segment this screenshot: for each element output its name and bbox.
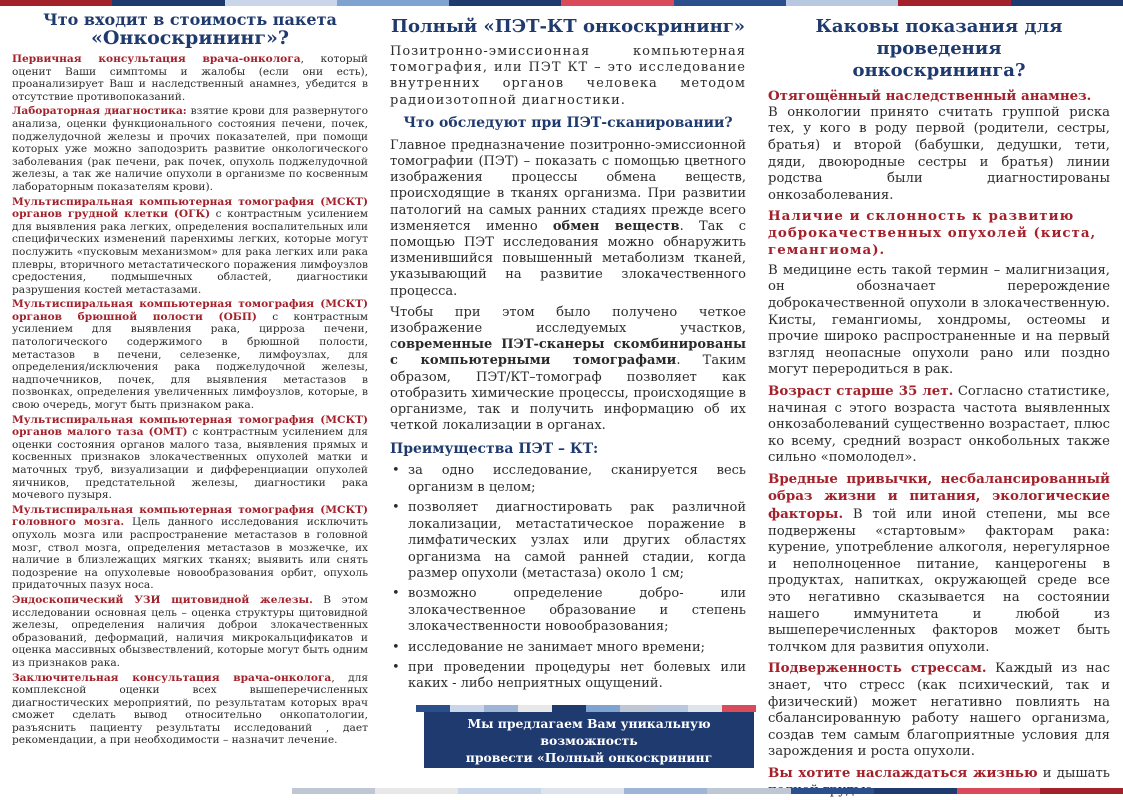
pet-purpose-paragraph (390, 138, 746, 300)
block-thyroid (12, 594, 368, 670)
habits-paragraph (768, 471, 1110, 657)
package-contents-title (12, 11, 368, 49)
list-item: • при проведении процедуры нет болевых или каких - либо неприятных ощущений. (390, 660, 746, 693)
pet-ct-column (390, 8, 746, 697)
block-text: с контрастным усилением для выявления рака легких, определения воспалительных или специфических изменений паренхимы легких, которые могут послужить «пусковым механизмом» для рака легких или рака плевры, вторичного метастатического поражения лимфоузлов средостения, подмышечных областей, диагностики разрушения костей метастазами. (12, 208, 368, 296)
list-item: • позволяет диагностировать рак различной локализации, метастатическое поражение в лимфатических узлах или других областях организма на самой ранней стадии, когда размер опухоли (метастаза) около 1 см; (390, 500, 746, 582)
block-lab (12, 105, 368, 193)
benign-tumors-text: В медицине есть такой термин – малигнизация, он обозначает перерождение доброкачественной опухоли в злокачественную. Кисты, гемангиомы, хондромы, остеомы и прочие широко распространенные и на первый взгляд неопасные опухоли рано или поздно могут переродиться в рак. (768, 262, 1110, 378)
list-item: • за одно исследование, сканируется весь организм в целом; (390, 463, 746, 496)
block-mskt-ogk (12, 196, 368, 297)
list-item: • исследование не занимает много времени; (390, 640, 746, 656)
block-head: Эндоскопический УЗИ щитовидной железы. (12, 593, 313, 606)
block-head: Лабораторная диагностика: (12, 105, 187, 118)
block-text: , для комплексной оценки всех вышеперечисленных диагностических мероприятий, по результатам которых врач сможет сделать вывод относительно онкопатологии, разъяснить пациенту результаты исследований , дает рекомендации, а при необходимости – назначит лечение. (12, 671, 369, 747)
text: Главное предназначение позитронно-эмиссионной томографии (ПЭТ) – показать с помощью цветного изображения процессы обмена веществ, происходящие в тканях организма. При развитии патологий на самых ранних стадиях прежде всего изменяется именно (390, 137, 746, 234)
block-text: взятие крови для развернутого анализа, оценки функционального состояния печени, почек, поджелудочной железы и прочих показателей, при помощи которых уже можно заподозрить развитие онкологического заболевания (рак печени, рак почек, опухоль поджелудочной железы, а так же наличие опухоли в организме по косвенным лабораторным показателям крови). (12, 105, 368, 193)
age-paragraph (768, 383, 1110, 467)
pet-ct-combination-paragraph (390, 305, 746, 435)
block-text: В этом исследовании основная цель – оценка структуры щитовидной железы, определения наличия доброи злокачественных образований, деформаций, наличия микрокальцификатов и оценка массивных обызвествлений, которые могут быть одним из признаков рака. (12, 593, 369, 669)
heredity-heading: Отягощённый наследственный анамнез. (768, 88, 1092, 104)
advantages-heading: Преимущества ПЭТ – КТ: (390, 441, 599, 458)
text: . Так с помощью ПЭТ исследования можно обнаружить изменившийся повышенный метаболизм тканей, указывающий на развитие злокачественного процесса. (390, 218, 747, 299)
title-line-2: «Онкоскрининг»? (91, 27, 289, 49)
block-head: Заключительная консультация врача-онколога (12, 671, 332, 684)
title-line-1: Каковы показания для проведения (815, 16, 1063, 59)
package-contents-column (12, 8, 368, 747)
block-head: Мультиспиральная компьютерная томография (МСКТ) органов грудной клетки (ОГК) (12, 195, 368, 221)
block-mskt-obp (12, 298, 368, 411)
advantages-list (390, 463, 746, 692)
offer-line-1: Мы предлагаем Вам уникальную возможность (467, 716, 711, 748)
indications-column (768, 8, 1110, 799)
age-text: Согласно статистике, начиная с этого возраста частота выявленных онкозаболеваний существенно возрастает, плюс ко всему, средний возраст онкобольных также сильно «помолодел». (768, 383, 1110, 466)
title-line-2: онкоскрининга? (852, 60, 1026, 81)
benign-tumors-heading: Наличие и склонность к развитию доброкачественных опухолей (киста, гемангиома). (768, 208, 1097, 258)
pet-ct-intro: Позитронно-эмиссионная компьютерная томография, или ПЭТ КТ – это исследование внутренних органов человека методом радиоизотопной диагностики. (390, 44, 746, 108)
stress-text: Каждый из нас знает, что стресс (как психический, так и физический) может негативно повлиять на сбалансированную работу нашего организма, создав тем самым благоприятные условия для зарождения и роста опухоли. (768, 661, 1111, 760)
block-head: Мультиспиральная компьютерная томография (МСКТ) головного мозга. (12, 503, 368, 529)
block-text: с контрастным усилением для выявления рака, цирроза печени, патологического содержимого в брюшной полости, метастазов в печени, селезенке, лимфоузлах, для определения/исключения рака поджелудочной железы, надпочечников, почек, для выявления метастазов в позвонках, определения увеличенных лимфоузлов, которые, в свою очередь, могут быть признаком рака. (12, 310, 368, 412)
stress-paragraph (768, 660, 1110, 761)
heredity-text: В онкологии принято считать группой риска тех, у кого в роду первой (родители, сестры, братья) и второй (бабушки, дедушки, тети, дяди, двоюродные сестры и братья) линии родства были диагностированы онкозаболевания. (768, 104, 1110, 203)
pet-ct-title: Полный «ПЭТ-КТ онкоскрининг» (390, 16, 746, 37)
habits-text: В той или иной степени, мы все подвержены «стартовым» факторам рака: курение, употребление алкоголя, нерегулярное и неполноценное питание, канцерогены в продуктах, напитках, окружающей среде все это негативно сказывается на состоянии нашего иммунитета и любой из вышеперечисленных факторов может быть толчком для развития опухоли. (768, 507, 1110, 655)
metabolism-bold: обмен веществ (552, 218, 680, 234)
block-text: с контрастным усилением для оценки состояния органов малого таза, выявления прямых и косвенных признаков злокачественных опухолей матки и маточных труб, визуализации и дифференциации опухолей яичников, предстательной железы, диагностики рака мочевого пузыря. (12, 426, 368, 502)
bottom-color-stripe (292, 788, 1123, 794)
block-head: Первичная консультация врача-онколога (12, 53, 301, 65)
scanners-bold: овременные ПЭТ-сканеры скомбинированы с компьютерными томографами (390, 337, 746, 369)
age-heading: Возраст старше 35 лет. (768, 382, 954, 399)
text: Чтобы при этом было получено четкое изображение исследуемых участков, с (390, 304, 746, 353)
offer-color-stripe (416, 705, 756, 712)
top-color-stripe (0, 0, 1123, 6)
block-text: , который оценит Ваши симптомы и жалобы (если они есть), проанализирует Ваш и наследственный анамнез, убедится в отсутствие противопоказаний. (12, 53, 368, 103)
block-mskt-omt (12, 414, 368, 502)
closing-heading: Вы хотите наслаждаться жизнью (768, 764, 1038, 781)
closing-paragraph (768, 765, 1110, 799)
block-head: Мультиспиральная компьютерная томография (МСКТ) органов брюшной полости (ОБП) (12, 298, 368, 323)
closing-text: и дышать (1042, 765, 1110, 781)
offer-banner (424, 712, 754, 782)
offer-line-3: с использованием ПЭТ-КТ» за приемлемую (429, 767, 749, 782)
title-line-1: Что входит в стоимость пакета (43, 10, 337, 29)
indications-title (768, 16, 1110, 82)
block-mskt-brain (12, 504, 368, 592)
text: . Таким образом, ПЭТ/КТ–томограф позволяет как отобразить химические процессы, происходящие в организме, так и получить информацию об их четкой локализации в органах. (390, 353, 747, 434)
stress-heading: Подверженность стрессам. (768, 660, 987, 677)
habits-heading: Вредные привычки, несбалансированный образ жизни и питания, экологические факторы. (768, 470, 1110, 523)
pet-scan-subheading: Что обследуют при ПЭТ-сканировании? (403, 114, 733, 131)
block-head: Мультиспиральная компьютерная томография (МСКТ) органов малого таза (ОМТ) (12, 413, 368, 439)
offer-line-2: провести «Полный онкоскрининг (465, 750, 713, 765)
block-final-consultation (12, 672, 368, 748)
list-item: • возможно определение добро- или злокачественное образование и степень злокачественности новообразования; (390, 586, 746, 635)
block-consultation (12, 53, 368, 103)
block-text: Цель данного исследования исключить опухоль мозга или распространение метастазов в головной мозг, ствол мозга, определения метастазов в мозжечке, их наличие в близлежащих мягких тканях; выявить или снять подозрение на опухолевые новообразования орбит, опухоль придаточных пазух носа. (12, 516, 368, 592)
